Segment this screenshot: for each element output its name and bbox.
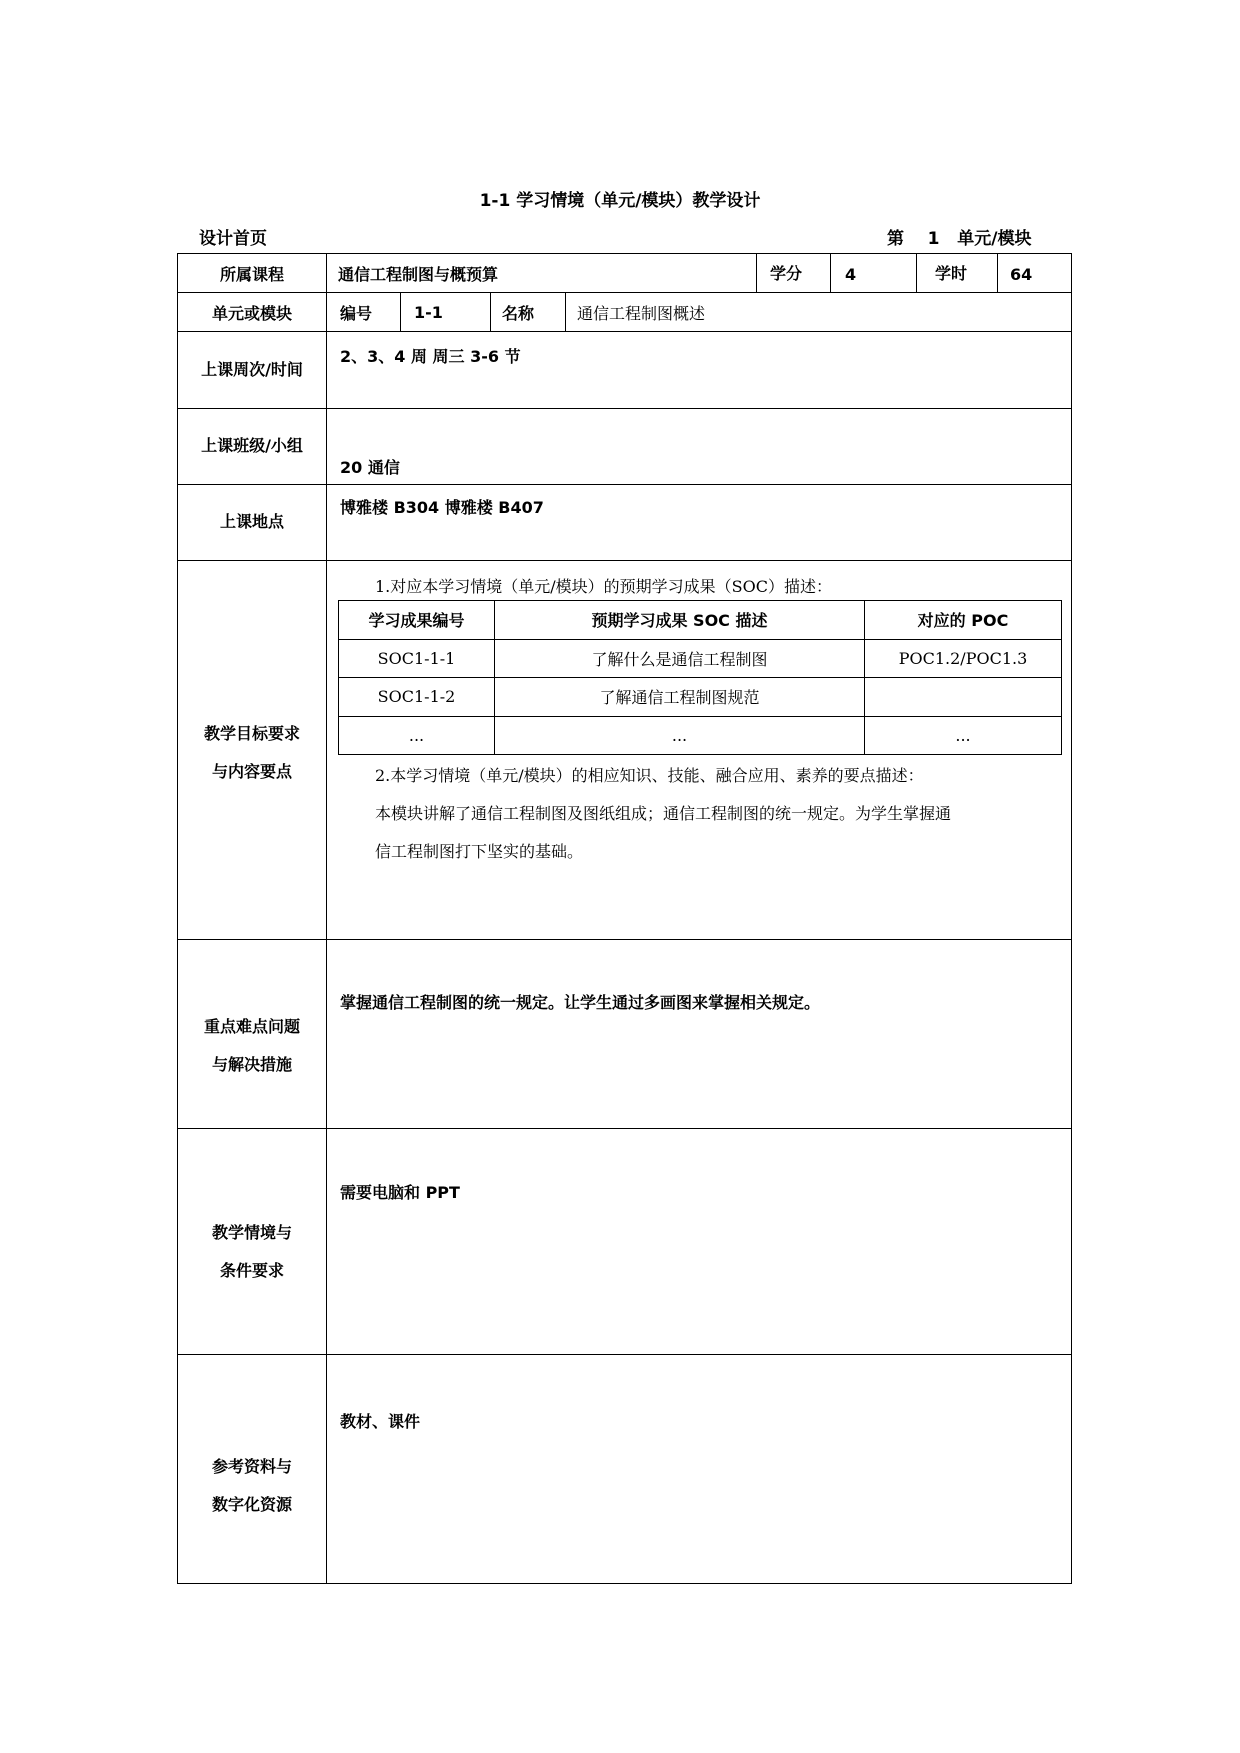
column-header: 预期学习成果 SOC 描述 xyxy=(495,601,865,640)
table-header-row xyxy=(339,601,1062,640)
main-table xyxy=(177,331,1072,1584)
objectives-label-line1: 教学目标要求 xyxy=(203,724,300,743)
table-row xyxy=(339,678,1062,717)
points-description-line1: 本模块讲解了通信工程制图及图纸组成；通信工程制图的统一规定。为学生掌握通 xyxy=(375,804,952,823)
credit-label: 学分 xyxy=(770,264,803,283)
poc-mapping xyxy=(865,678,1062,717)
points-description-line2: 信工程制图打下坚实的基础。 xyxy=(375,842,584,861)
soc-description: 了解什么是通信工程制图 xyxy=(495,639,865,678)
class-value: 20 通信 xyxy=(340,458,400,477)
course-label: 所属课程 xyxy=(219,265,284,284)
hours-value: 64 xyxy=(1010,265,1033,284)
points-heading: 2.本学习情境（单元/模块）的相应知识、技能、融合应用、素养的要点描述： xyxy=(375,766,924,785)
location-label: 上课地点 xyxy=(219,512,284,531)
soc-code: SOC1-1-2 xyxy=(339,678,495,717)
document-title: 1-1 学习情境（单元/模块）教学设计 xyxy=(479,191,761,211)
unit-label: 单元或模块 xyxy=(211,304,292,323)
schedule-value: 2、3、4 周 周三 3-6 节 xyxy=(340,347,521,366)
location-value: 博雅楼 B304 博雅楼 B407 xyxy=(340,498,544,517)
unit-name: 通信工程制图概述 xyxy=(577,304,706,323)
key-points-value: 掌握通信工程制图的统一规定。让学生通过多画图来掌握相关规定。 xyxy=(340,993,821,1012)
table-row xyxy=(339,639,1062,678)
code-value: 1-1 xyxy=(414,303,443,322)
soc-code: ... xyxy=(339,716,495,755)
poc-mapping: ... xyxy=(865,716,1062,755)
column-header: 学习成果编号 xyxy=(339,601,495,640)
code-label: 编号 xyxy=(340,304,373,323)
course-info-table xyxy=(177,253,1072,332)
design-first-page-label: 设计首页 xyxy=(199,229,267,249)
schedule-label: 上课周次/时间 xyxy=(201,360,303,379)
credit-value: 4 xyxy=(845,265,857,284)
resources-label-line2: 数字化资源 xyxy=(211,1495,292,1514)
name-label: 名称 xyxy=(502,304,535,323)
class-label: 上课班级/小组 xyxy=(201,436,303,455)
soc-intro: 1.对应本学习情境（单元/模块）的预期学习成果（SOC）描述： xyxy=(375,577,832,596)
key-points-label-line1: 重点难点问题 xyxy=(203,1017,300,1036)
resources-label-line1: 参考资料与 xyxy=(211,1457,292,1476)
table-row xyxy=(339,716,1062,755)
soc-code: SOC1-1-1 xyxy=(339,639,495,678)
soc-description: ... xyxy=(495,716,865,755)
column-header: 对应的 POC xyxy=(865,601,1062,640)
objectives-label-line2: 与内容要点 xyxy=(211,762,292,781)
conditions-label-line2: 条件要求 xyxy=(219,1261,284,1280)
conditions-value: 需要电脑和 PPT xyxy=(340,1183,460,1202)
key-points-label-line2: 与解决措施 xyxy=(211,1055,292,1074)
soc-table xyxy=(338,600,1062,755)
course-name: 通信工程制图与概预算 xyxy=(338,265,499,284)
conditions-label-line1: 教学情境与 xyxy=(211,1223,292,1242)
poc-mapping: POC1.2/POC1.3 xyxy=(865,639,1062,678)
hours-label: 学时 xyxy=(935,264,968,283)
unit-number-label: 第 1 单元/模块 xyxy=(887,229,1032,249)
resources-value: 教材、课件 xyxy=(340,1412,421,1431)
soc-description: 了解通信工程制图规范 xyxy=(495,678,865,717)
